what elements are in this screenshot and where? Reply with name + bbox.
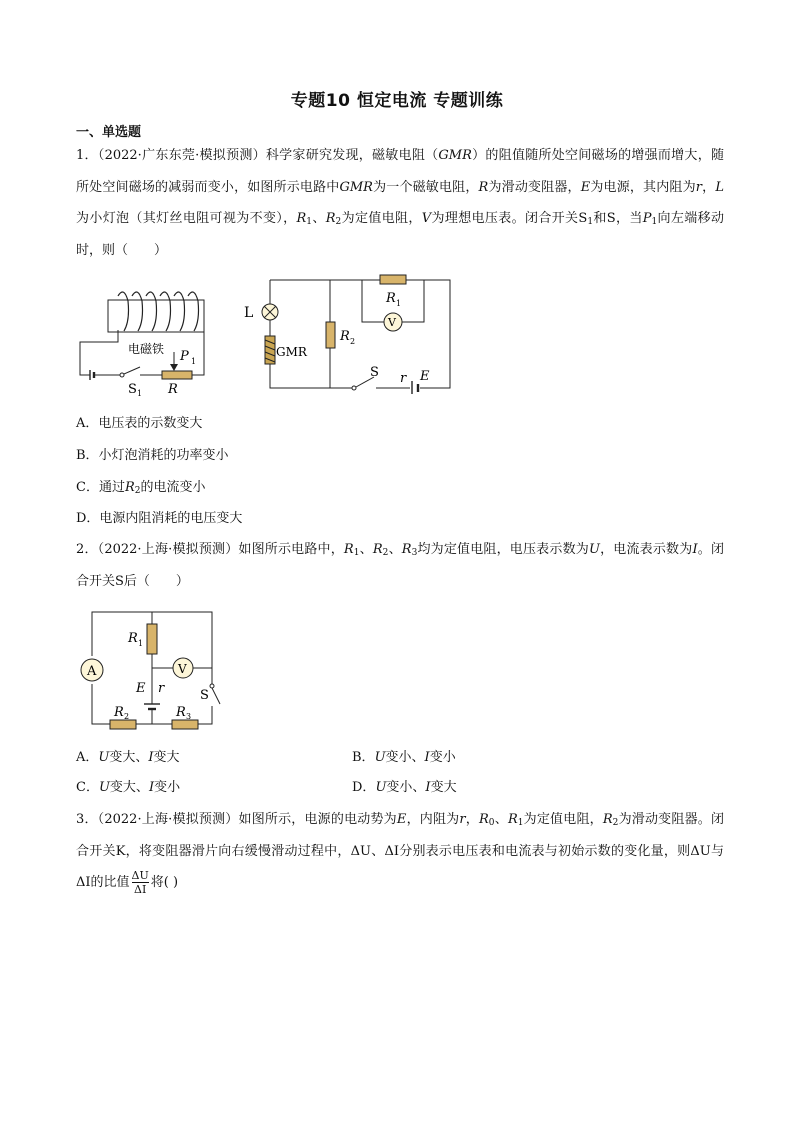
switch-contact (120, 373, 124, 377)
fraction-du-di: $\frac{\Delta U}{\Delta I}$ (131, 869, 149, 896)
question-source: （2022·广东东莞·模拟预测） (97, 148, 266, 163)
section-heading: 一、单选题 (76, 125, 142, 140)
label-r3: R (176, 705, 186, 720)
question-source: （2022·上海·模拟预测） (97, 812, 239, 827)
wire (192, 332, 204, 375)
label-r2-sub: 2 (124, 712, 130, 721)
label-r1: R (386, 291, 396, 306)
label-r-internal: r (400, 371, 407, 386)
label-e: E (136, 681, 146, 696)
label-r1: R (128, 631, 138, 646)
label-r3-sub: 3 (186, 712, 192, 721)
switch-contact (352, 386, 356, 390)
label-r1-sub: 1 (138, 639, 144, 648)
question-3-stem: 3．（2022·上海·模拟预测）如图所示，电源的电动势为E，内阻为r，$R_0$、$R_1$为定值电阻，$R_2$为滑动变阻器。闭合开关K，将变阻器滑片向右缓慢滑动过程中，ΔU、ΔI分别表示电压表和电流表与初始示数的变化量，则ΔU与ΔI的比值 $\frac{\Delta U}{\Delta I}$ 将( ) (76, 812, 724, 896)
coil-label: 电磁铁 (128, 342, 165, 356)
label-p: P (180, 349, 189, 364)
label-r2: R (340, 329, 350, 344)
q2-option-b[interactable]: B．U变小、I变小 (352, 750, 456, 765)
q2-option-d[interactable]: D．U变小、I变大 (352, 780, 457, 795)
question-number: 1． (76, 148, 98, 163)
question-1-stem: 1．（2022·广东东莞·模拟预测）科学家研究发现，磁敏电阻（GMR）的阻值随所处空间磁场的增强而增大，随所处空间磁场的减弱而变小，如图所示电路中GMR为一个磁敏电阻，R为滑动变阻器，E为电源，其内阻为r，L为小灯泡（其灯丝电阻可视为不变），$R_1$、$R_2$为定值电阻，V为理想电压表。闭合开关$S_1$和S，当$P_1$向左端移动时，则（ ） (76, 148, 724, 258)
resistor-r1 (147, 624, 157, 654)
q1-option-c[interactable]: C．通过$R_2$的电流变小 (76, 480, 206, 496)
rheostat-r (162, 371, 192, 379)
question-number: 2． (76, 542, 98, 557)
switch-blade (124, 367, 140, 374)
label-s1: S (128, 382, 137, 397)
q2-option-c[interactable]: C．U变大、I变小 (76, 780, 181, 795)
electromagnet-circuit-diagram (70, 290, 220, 400)
q2-option-a[interactable]: A．U变大、I变大 (76, 750, 180, 765)
resistor-r2 (326, 322, 335, 348)
label-gmr: GMR (276, 345, 307, 359)
q2-circuit-diagram (76, 606, 226, 732)
voltmeter-label: V (388, 316, 396, 329)
gmr-circuit-diagram (242, 272, 458, 394)
label-s1-sub: 1 (137, 389, 143, 398)
label-r1-sub: 1 (396, 299, 402, 308)
question-2-stem: 2．（2022·上海·模拟预测）如图所示电路中，$R_1$、$R_2$、$R_3$均为定值电阻，电压表示数为U，电流表示数为I。闭合开关S后（ ） (76, 542, 724, 589)
q1-option-b[interactable]: B．小灯泡消耗的功率变小 (76, 448, 229, 463)
question-number: 3． (76, 812, 98, 827)
label-r2: R (114, 705, 124, 720)
label-l: L (244, 305, 254, 321)
switch-blade (212, 688, 220, 704)
switch-contact (210, 684, 214, 688)
coil-turns (118, 292, 199, 331)
resistor-r1 (380, 275, 406, 284)
label-r2-sub: 2 (350, 337, 356, 346)
label-p-sub: 1 (191, 357, 197, 366)
page-title: 专题10 恒定电流 专题训练 (290, 91, 504, 111)
question-source: （2022·上海·模拟预测） (97, 542, 239, 557)
label-s: S (200, 688, 209, 703)
ammeter-label: A (87, 664, 97, 679)
resistor-r2 (110, 720, 136, 729)
slider-arrow-head (170, 364, 178, 371)
q1-option-a[interactable]: A．电压表的示数变大 (76, 416, 203, 431)
label-r: R (168, 382, 178, 397)
label-e: E (420, 369, 430, 384)
q1-option-d[interactable]: D．电源内阻消耗的电压变大 (76, 511, 243, 526)
resistor-r3 (172, 720, 198, 729)
voltmeter-label: V (178, 662, 187, 676)
label-s: S (370, 365, 379, 380)
label-r-internal: r (158, 681, 165, 696)
wire (80, 330, 118, 375)
